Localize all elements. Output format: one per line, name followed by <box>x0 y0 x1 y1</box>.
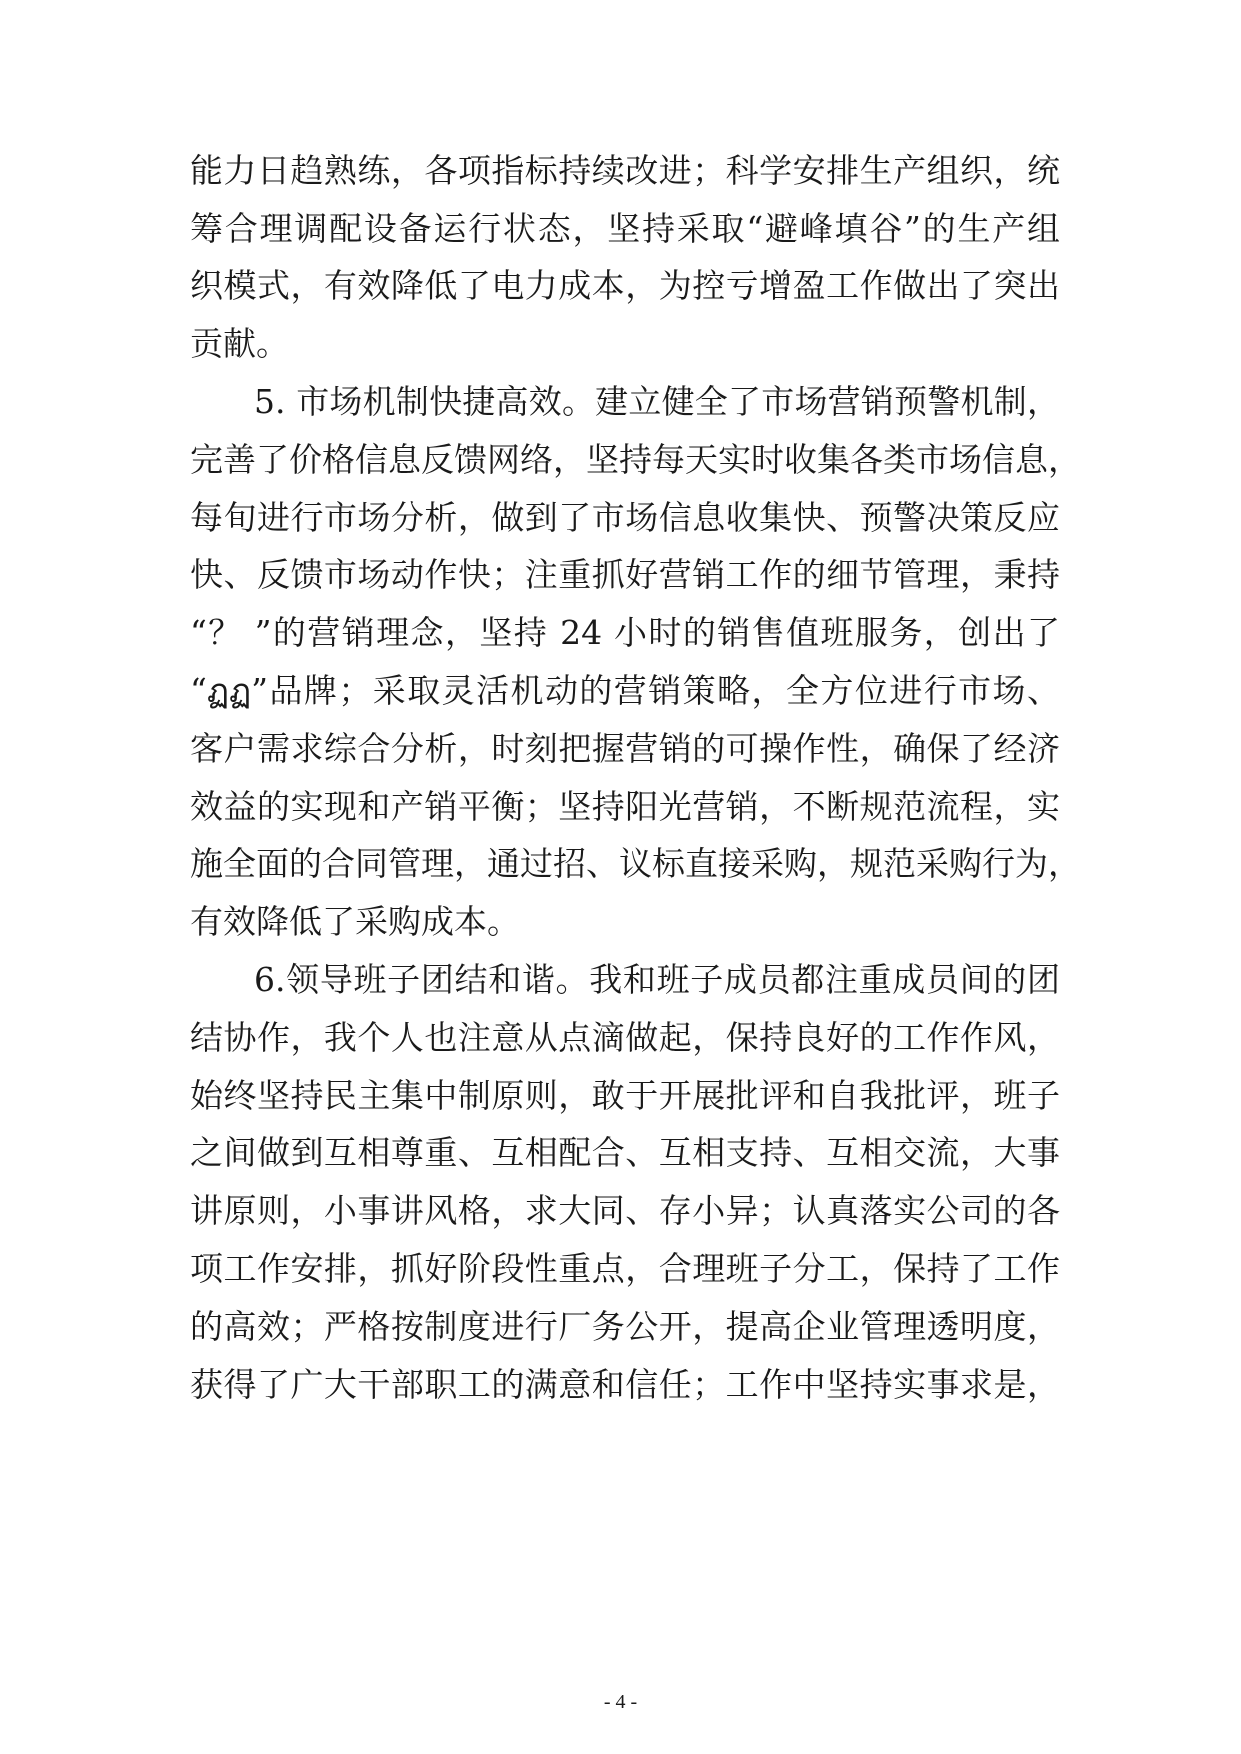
body-line: 能力日趋熟练，各项指标持续改进；科学安排生产组织，统 <box>190 151 1060 190</box>
body-line: “ฏฏ”品牌；采取灵活机动的营销策略，全方位进行市场、 <box>190 671 1060 710</box>
page-number: - 4 - <box>603 1691 638 1713</box>
body-line: 施全面的合同管理，通过招、议标直接采购，规范采购行为， <box>190 844 1081 883</box>
body-line: 织模式，有效降低了电力成本，为控亏增盈工作做出了突出 <box>190 266 1060 305</box>
body-line: 贡献。 <box>190 324 289 363</box>
body-line: 之间做到互相尊重、互相配合、互相支持、互相交流，大事 <box>190 1133 1060 1172</box>
body-line: 有效降低了采购成本。 <box>190 902 520 941</box>
body-line: 讲原则，小事讲风格，求大同、存小异；认真落实公司的各 <box>190 1191 1060 1230</box>
body-line: 始终坚持民主集中制原则，敢于开展批评和自我批评，班子 <box>190 1076 1060 1115</box>
body-line: 效益的实现和产销平衡；坚持阳光营销，不断规范流程，实 <box>190 787 1060 826</box>
body-line: 筹合理调配设备运行状态，坚持采取“避峰填谷”的生产组 <box>190 209 1060 248</box>
body-line: 获得了广大干部职工的满意和信任；工作中坚持实事求是， <box>190 1365 1060 1404</box>
body-line: 结协作，我个人也注意从点滴做起，保持良好的工作作风， <box>190 1018 1060 1057</box>
body-line: 项工作安排，抓好阶段性重点，合理班子分工，保持了工作 <box>190 1249 1060 1288</box>
body-line: 的高效；严格按制度进行厂务公开，提高企业管理透明度， <box>190 1307 1060 1346</box>
body-line: “？ ”的营销理念，坚持 24 小时的销售值班服务，创出了 <box>190 613 1060 652</box>
body-line: 完善了价格信息反馈网络，坚持每天实时收集各类市场信息， <box>190 440 1081 479</box>
paragraph-5-start: 5. 市场机制快捷高效。建立健全了市场营销预警机制， <box>254 382 1060 421</box>
body-line: 客户需求综合分析，时刻把握营销的可操作性，确保了经济 <box>190 729 1060 768</box>
paragraph-6-start: 6.领导班子团结和谐。我和班子成员都注重成员间的团 <box>254 960 1060 999</box>
body-line: 每旬进行市场分析，做到了市场信息收集快、预警决策反应 <box>190 498 1060 537</box>
body-line: 快、反馈市场动作快；注重抓好营销工作的细节管理，秉持 <box>190 555 1060 594</box>
